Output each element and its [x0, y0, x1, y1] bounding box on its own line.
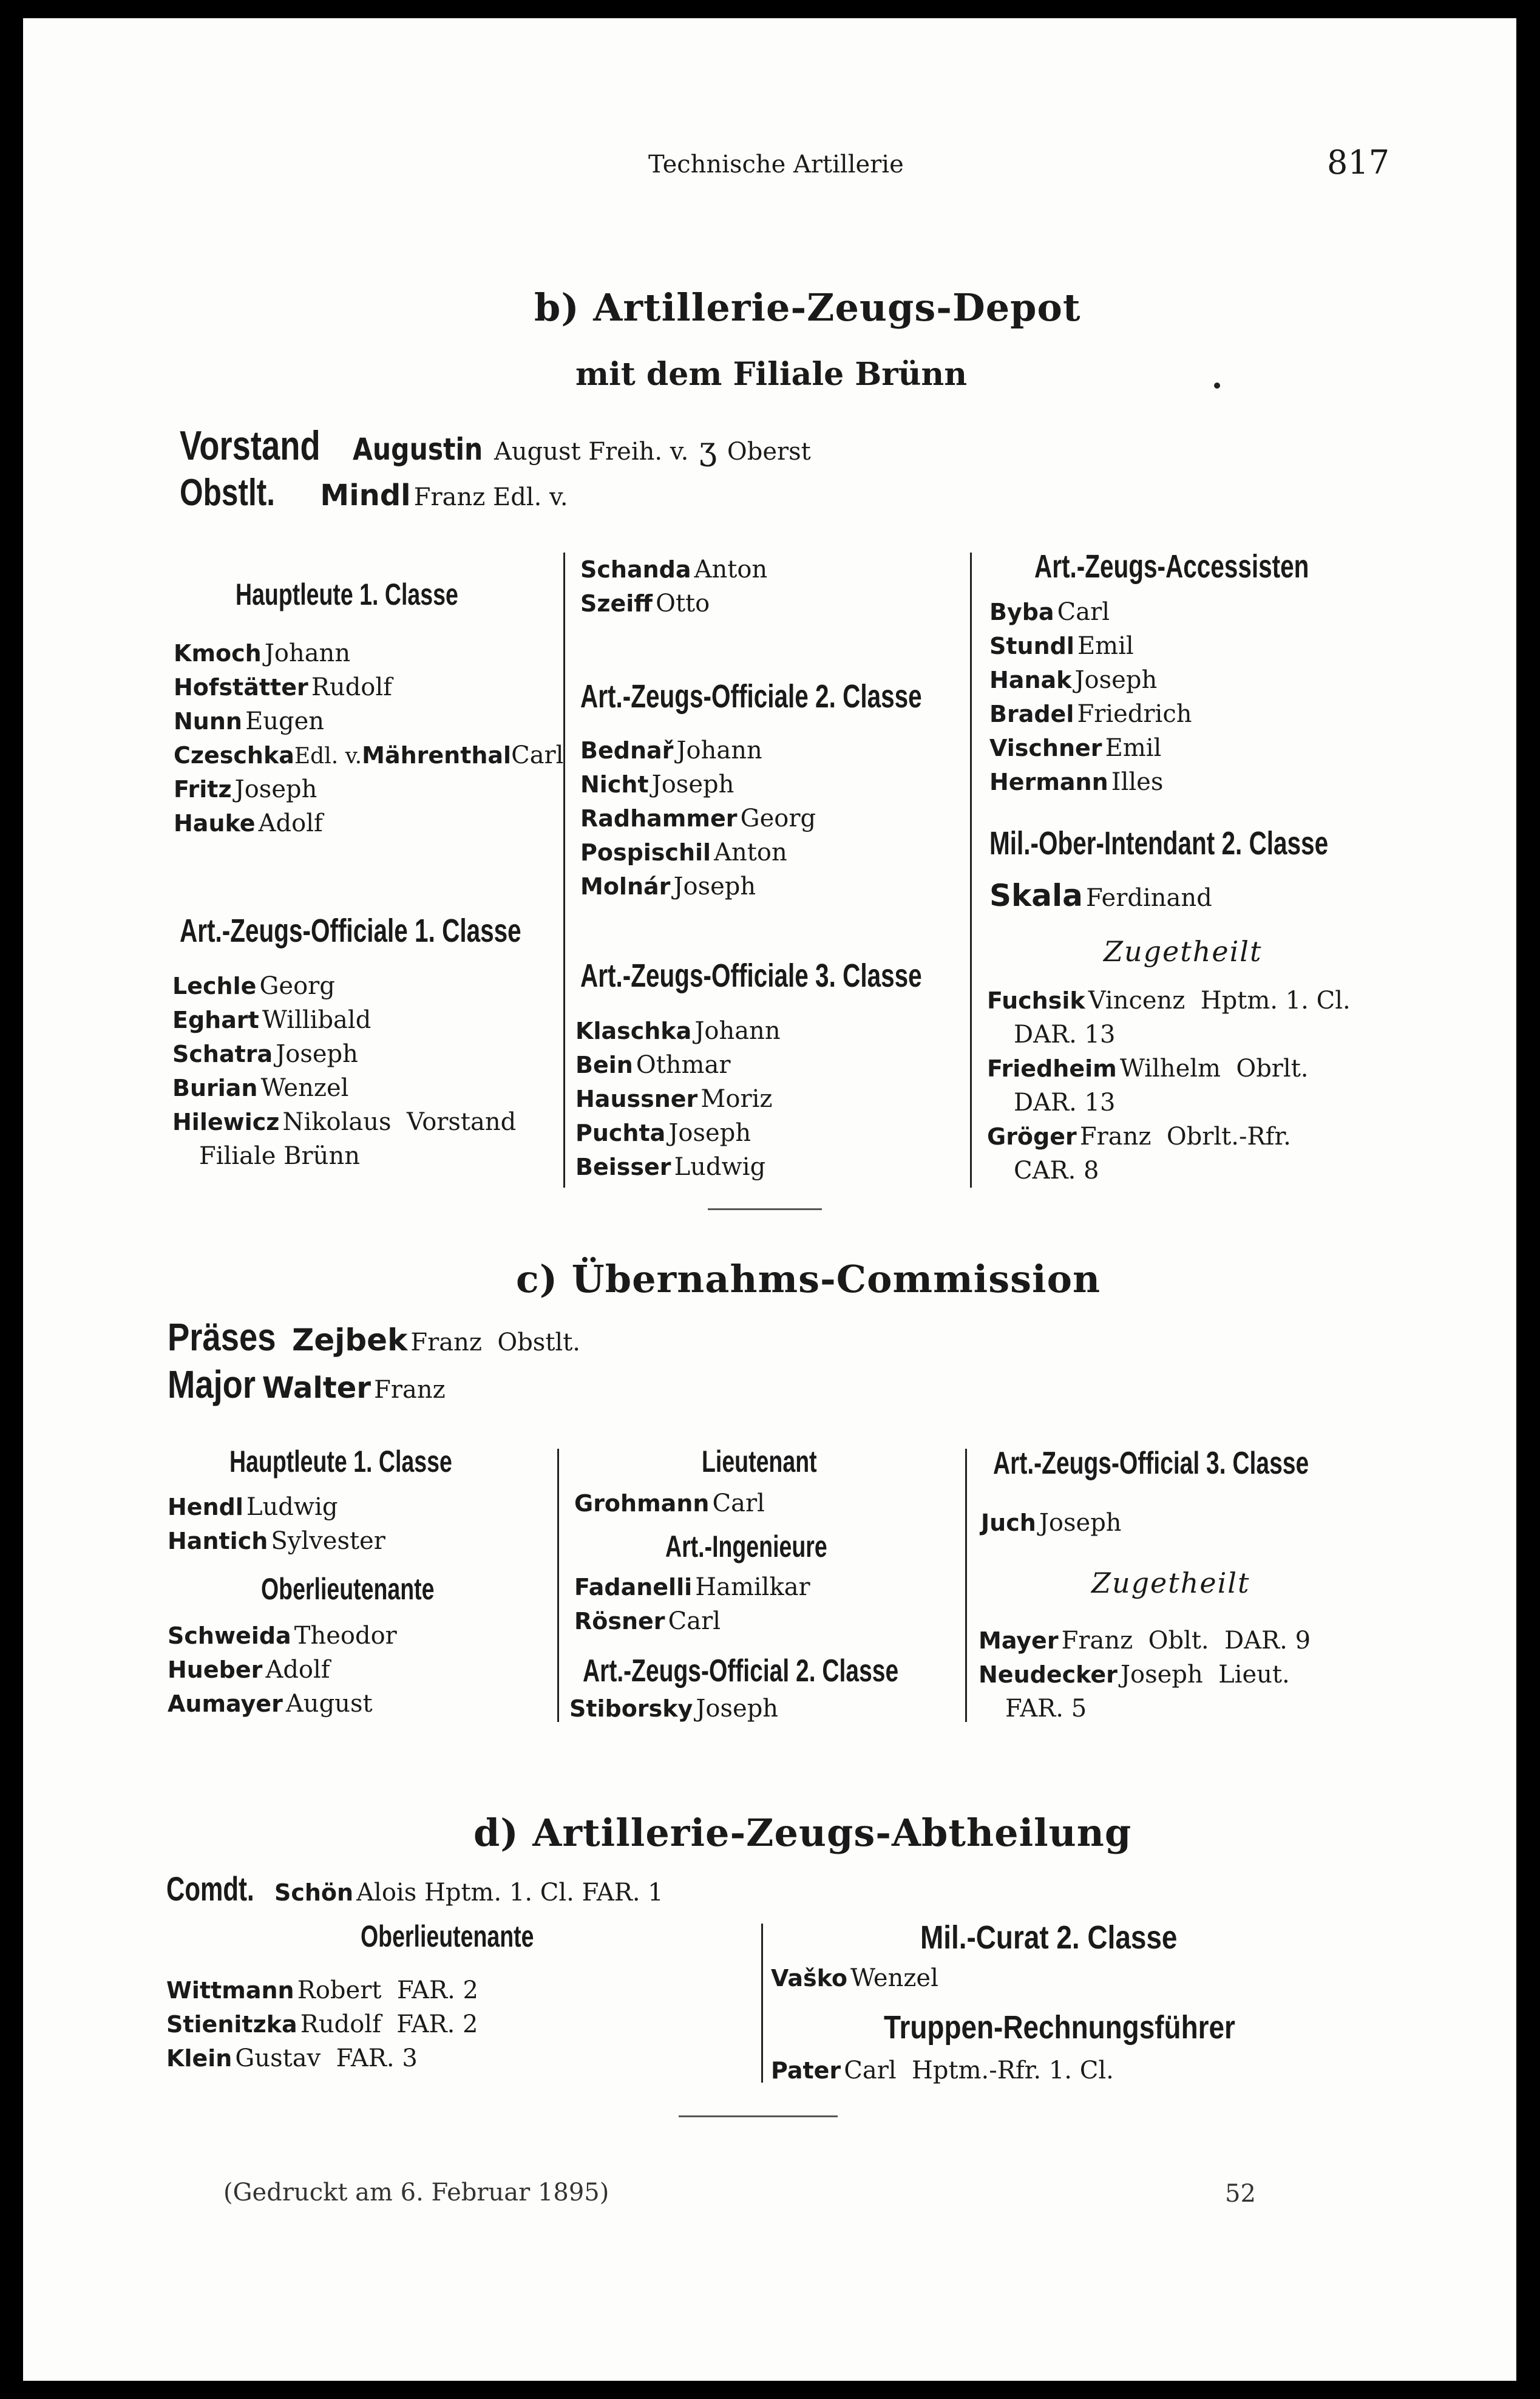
b-col1-list1 — [174, 636, 563, 840]
running-title: Technische Artillerie — [648, 151, 904, 179]
vorstand-rest: August Freih. v. — [494, 438, 689, 466]
list-item: Burian Wenzel — [172, 1074, 349, 1102]
c-col2-list3 — [569, 1692, 778, 1726]
list-item: Schweida Theodor — [168, 1622, 397, 1650]
d-col2-head1: Mil.-Curat 2. Classe — [920, 1919, 1178, 1956]
major-line: Major Walter Franz — [168, 1363, 446, 1406]
list-item-continuation: FAR. 5 — [1005, 1695, 1087, 1723]
d-col1-head: Oberlieutenante — [361, 1919, 534, 1953]
c-col3-list1 — [981, 1506, 1122, 1540]
list-item: Nicht Joseph — [580, 771, 734, 798]
list-item: Schatra Joseph — [172, 1040, 358, 1068]
list-item: Bradel Friedrich — [989, 700, 1192, 728]
c-col3-head1: Art.-Zeugs-Official 3. Classe — [993, 1446, 1309, 1481]
list-item: Haussner Moriz — [575, 1085, 773, 1113]
list-item: Szeiff Otto — [580, 590, 710, 618]
list-item: Fadanelli Hamilkar — [574, 1573, 810, 1601]
list-item: Stienitzka Rudolf FAR. 2 — [166, 2010, 478, 2038]
list-item: Molnár Joseph — [580, 873, 756, 900]
list-item: Fuchsik Vincenz Hptm. 1. Cl. — [987, 987, 1351, 1015]
list-item: Wittmann Robert FAR. 2 — [166, 1976, 478, 2004]
list-item: Vaško Wenzel — [771, 1964, 938, 1992]
section-b-title: b) Artillerie-Zeugs-Depot — [534, 285, 1081, 330]
list-item: Hilewicz Nikolaus Vorstand — [172, 1108, 517, 1136]
list-item: Hermann Illes — [989, 768, 1164, 796]
list-item: Fritz Joseph — [174, 775, 317, 803]
d-col2-list2 — [771, 2054, 1114, 2088]
vorstand-surname: Augustin — [352, 432, 483, 467]
b-col3-head1: Art.-Zeugs-Accessisten — [1034, 548, 1309, 585]
section-d-title: d) Artillerie-Zeugs-Abtheilung — [473, 1811, 1132, 1855]
list-item: Bein Othmar — [575, 1051, 731, 1079]
section-divider — [679, 2115, 838, 2117]
c-col2-head3: Art.-Zeugs-Official 2. Classe — [583, 1653, 899, 1689]
section-c-title: c) Übernahms-Commission — [516, 1257, 1101, 1301]
b-col2-list2 — [575, 1014, 781, 1184]
vorstand-rank: Oberst — [727, 438, 811, 466]
c-col1-list2 — [168, 1619, 397, 1721]
obstlt-surname: Mindl — [320, 478, 411, 512]
b-col3-head2: Mil.-Ober-Intendant 2. Classe — [989, 825, 1329, 862]
list-item: Friedheim Wilhelm Obrlt. — [987, 1055, 1309, 1083]
list-item: Juch Joseph — [981, 1509, 1122, 1537]
list-item: Nunn Eugen — [174, 707, 325, 735]
praeses-line: Präses Zejbek Franz Obstlt. — [168, 1315, 580, 1359]
b-col2-list1 — [580, 733, 816, 903]
list-item: Hueber Adolf — [168, 1656, 330, 1684]
b-col2-head2: Art.-Zeugs-Officiale 3. Classe — [580, 958, 922, 994]
section-b-subtitle: mit dem Filiale Brünn — [575, 356, 968, 393]
list-item: Puchta Joseph — [575, 1119, 751, 1147]
list-item: Pater Carl Hptm.-Rfr. 1. Cl. — [771, 2057, 1114, 2084]
column-rule — [563, 553, 565, 1188]
list-item: Hendl Ludwig — [168, 1493, 338, 1521]
column-rule — [970, 553, 972, 1188]
list-item: Klaschka Johann — [575, 1017, 781, 1045]
list-item: CzeschkaEdl. v.MährenthalCarl — [174, 741, 564, 769]
c-col3-list2 — [979, 1624, 1311, 1726]
list-item: Klein Gustav FAR. 3 — [166, 2044, 418, 2072]
list-item: Schanda Anton — [580, 556, 768, 584]
list-item: Mayer Franz Oblt. DAR. 9 — [979, 1627, 1311, 1655]
comdt-line: Comdt. Schön Alois Hptm. 1. Cl. FAR. 1 — [166, 1870, 663, 1908]
zugetheilt-heading: Zugetheilt — [1091, 1567, 1250, 1599]
b-col1-list2 — [172, 969, 516, 1173]
list-item: Grohmann Carl — [574, 1489, 765, 1517]
list-item: Bednař Johann — [580, 737, 762, 764]
list-item: Kmoch Johann — [174, 639, 351, 667]
b-col3-list1 — [989, 595, 1192, 799]
list-item: Stiborsky Joseph — [569, 1695, 779, 1723]
print-date: (Gedruckt am 6. Februar 1895) — [223, 2179, 609, 2207]
list-item: Rösner Carl — [574, 1607, 721, 1635]
column-rule — [557, 1449, 559, 1722]
b-col1-head2: Art.-Zeugs-Officiale 1. Classe — [180, 913, 521, 949]
list-item: Stundl Emil — [989, 632, 1134, 660]
c-col2-head1: Lieutenant — [702, 1445, 817, 1479]
list-item: Neudecker Joseph Lieut. — [979, 1661, 1290, 1689]
list-item: Vischner Emil — [989, 734, 1162, 762]
page-number: 817 — [1327, 143, 1390, 182]
c-col1-list1 — [168, 1490, 385, 1558]
list-item: Gröger Franz Obrlt.-Rfr. — [987, 1123, 1291, 1151]
c-col2-list1 — [574, 1486, 765, 1520]
vorstand-label: Vorstand — [180, 423, 321, 469]
b-col3-list2 — [987, 984, 1351, 1188]
list-item: Eghart Willibald — [172, 1006, 371, 1034]
section-divider — [708, 1208, 822, 1210]
list-item: Hantich Sylvester — [168, 1527, 385, 1555]
list-item: Hauke Adolf — [174, 809, 323, 837]
obstlt-rest: Franz Edl. v. — [413, 483, 568, 511]
order-symbol: ʒ — [699, 431, 717, 468]
list-item: Hofstätter Rudolf — [174, 673, 392, 701]
list-item: Radhammer Georg — [580, 805, 816, 832]
d-col2-head2: Truppen-Rechnungsführer — [884, 2009, 1235, 2046]
document-page — [23, 18, 1516, 2381]
list-item-continuation: CAR. 8 — [1014, 1157, 1099, 1185]
column-rule — [965, 1449, 967, 1722]
b-col2-top — [580, 553, 767, 621]
c-col1-head1: Hauptleute 1. Classe — [229, 1445, 452, 1479]
d-col1-list — [166, 1973, 478, 2075]
list-item-continuation: DAR. 13 — [1014, 1021, 1116, 1049]
zugetheilt-heading: Zugetheilt — [1104, 935, 1263, 968]
list-item: Pospischil Anton — [580, 839, 787, 866]
column-rule — [761, 1924, 763, 2083]
list-item: Beisser Ludwig — [575, 1153, 766, 1181]
list-item: Aumayer August — [168, 1690, 373, 1718]
list-item: Hanak Joseph — [989, 666, 1158, 694]
list-item-continuation: DAR. 13 — [1014, 1089, 1116, 1117]
skala-line: Skala Ferdinand — [989, 878, 1212, 913]
c-col2-head2: Art.-Ingenieure — [665, 1530, 827, 1564]
obstlt-label: Obstlt. — [180, 472, 276, 514]
d-col2-list1 — [771, 1961, 938, 1995]
speck-dot — [1214, 383, 1220, 389]
list-item: Byba Carl — [989, 598, 1110, 626]
b-col1-head1: Hauptleute 1. Classe — [236, 577, 458, 611]
c-col2-list2 — [574, 1570, 810, 1638]
c-col1-head2: Oberlieutenante — [261, 1572, 435, 1606]
list-item: Lechle Georg — [172, 972, 335, 1000]
signature-mark: 52 — [1225, 2180, 1256, 2208]
b-col2-head1: Art.-Zeugs-Officiale 2. Classe — [580, 678, 922, 715]
obstlt-line — [180, 469, 568, 526]
list-item-continuation: Filiale Brünn — [199, 1142, 360, 1170]
